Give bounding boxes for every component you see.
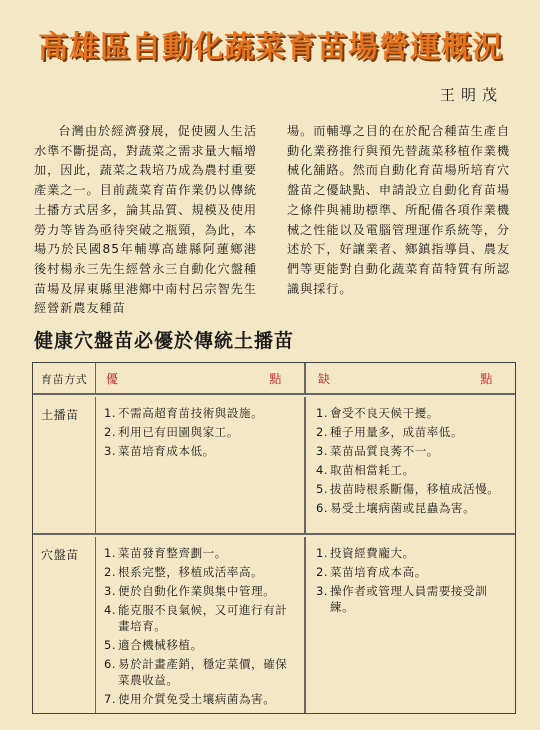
list-item: 3. 操作者或管理人員需要接受訓練。 bbox=[316, 584, 488, 614]
header-cons-char-2: 點 bbox=[480, 372, 493, 386]
list-item: 3. 菜苗培育成本低。 bbox=[104, 444, 215, 458]
article-title: 高雄區自動化蔬菜育苗場營運概況 bbox=[38, 30, 503, 65]
row-type-label: 土播苗 bbox=[41, 408, 79, 422]
table-row bbox=[33, 537, 515, 713]
body-column-right: 場。而輔導之目的在於配合種苗生產自動化業務推行與預先替蔬菜移植作業機械化舖路。然而自動化育苗場所培育穴盤苗之優缺點、申請設立自動化育苗場之條件與補助標準、所配備各項作業機械之性能以及電腦管理運作系統等，分述於下，好讓業者、鄉鎮指導員、農友們等更能對自動化蔬菜育苗特質有所認識與採行。 bbox=[287, 124, 510, 296]
list-item: 2. 根系完整，移植成活率高。 bbox=[104, 565, 264, 579]
header-pros-char-2: 點 bbox=[269, 372, 282, 386]
list-item: 2. 利用已有田園與家工。 bbox=[104, 425, 239, 439]
list-item: 4. 取苗相當耗工。 bbox=[316, 463, 415, 477]
list-item: 5. 適合機械移植。 bbox=[104, 638, 203, 652]
cons-list bbox=[316, 405, 507, 516]
header-pros-char-1: 優 bbox=[106, 372, 119, 386]
comparison-table bbox=[32, 362, 516, 714]
table-row bbox=[33, 397, 515, 535]
list-item: 5. 拔苗時根系斷傷，移植成活慢。 bbox=[316, 482, 500, 496]
list-item: 1. 菜苗發育整齊劃一。 bbox=[104, 546, 227, 560]
list-item: 6. 易於計畫產銷，穩定菜價，確保菜農收益。 bbox=[104, 657, 288, 687]
list-item: 2. 菜苗培育成本高。 bbox=[316, 565, 427, 579]
header-method: 育苗方式 bbox=[33, 363, 96, 393]
list-item: 6. 易受土壤病菌或昆蟲為害。 bbox=[316, 501, 476, 515]
list-item: 2. 種子用量多，成苗率低。 bbox=[316, 425, 464, 439]
list-item: 3. 便於自動化作業與集中管理。 bbox=[104, 584, 276, 598]
cons-list bbox=[316, 545, 507, 615]
article-author: 王明茂 bbox=[440, 86, 504, 104]
list-item: 1. 投資經費龐大。 bbox=[316, 546, 415, 560]
list-item: 1. 不需高超育苗技術與設施。 bbox=[104, 406, 264, 420]
list-item: 1. 會受不良天候干擾。 bbox=[316, 406, 439, 420]
table-header-row bbox=[33, 363, 515, 395]
body-column-left: 台灣由於經濟發展，促使國人生活水準不斷提高，對蔬菜之需求量大幅增加，因此，蔬菜之栽培乃成為農村重要產業之一。目前蔬菜育苗作業仍以傳統土播方式居多，論其品質、規模及使用勞力等皆為亟待突破之瓶頸，為此，本場乃於民國85年輔導高雄縣阿蓮鄉港後村楊永三先生經營永三自動化穴盤種苗場及屏東縣里港鄉中南村呂宗智先生經營新農友種苗 bbox=[34, 124, 257, 316]
header-pros bbox=[96, 363, 306, 393]
header-cons bbox=[306, 363, 515, 393]
list-item: 4. 能克服不良氣候，又可進行有計畫培育。 bbox=[104, 603, 288, 633]
header-cons-char-1: 缺 bbox=[318, 372, 331, 386]
pros-list bbox=[104, 545, 296, 707]
section-heading: 健康穴盤苗必優於傳統土播苗 bbox=[34, 330, 295, 352]
row-type-label: 穴盤苗 bbox=[41, 548, 79, 562]
pros-list bbox=[104, 405, 296, 459]
list-item: 3. 菜苗品質良莠不一。 bbox=[316, 444, 439, 458]
list-item: 7. 使用介質免受土壤病菌為害。 bbox=[104, 692, 276, 706]
